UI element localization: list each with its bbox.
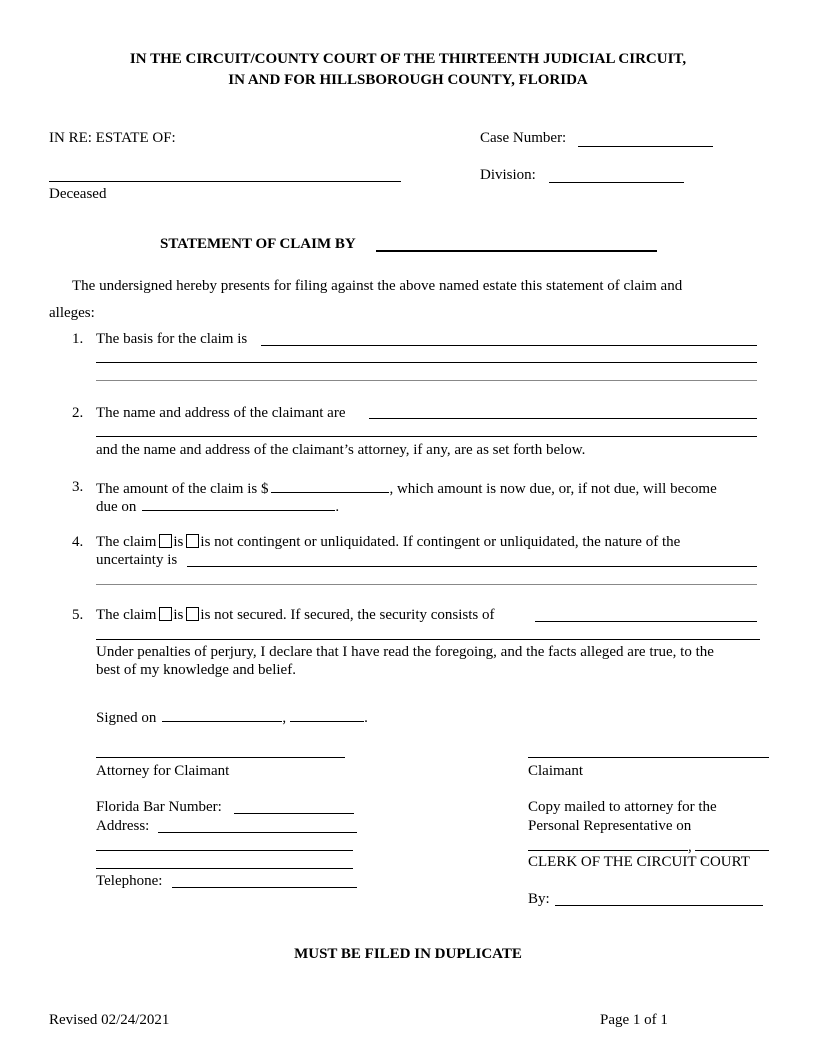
item4-number: 4. bbox=[72, 534, 84, 550]
division-label: Division: bbox=[480, 167, 536, 183]
attorney-label: Attorney for Claimant bbox=[96, 763, 230, 779]
copy-mailed-line1: Copy mailed to attorney for the bbox=[528, 799, 717, 815]
item3-line1 bbox=[96, 478, 717, 498]
item3-number: 3. bbox=[72, 479, 84, 495]
bar-number-line[interactable] bbox=[234, 813, 354, 814]
item1-line1[interactable] bbox=[261, 345, 757, 346]
claimant-label: Claimant bbox=[528, 763, 583, 779]
case-number-line[interactable] bbox=[578, 146, 713, 147]
item1-line2[interactable] bbox=[96, 362, 757, 363]
item5-number: 5. bbox=[72, 607, 84, 623]
perjury-line1: Under penalties of perjury, I declare that I have read the foregoing, and the facts alleged are true, to the bbox=[96, 644, 714, 660]
item2-number: 2. bbox=[72, 405, 84, 421]
signed-comma: , bbox=[282, 710, 287, 726]
decedent-name-line[interactable] bbox=[49, 181, 401, 182]
signed-on-row bbox=[96, 707, 368, 727]
case-number-label: Case Number: bbox=[480, 130, 567, 146]
item4-is-checkbox[interactable] bbox=[159, 534, 172, 548]
item4-text-b: is not contingent or unliquidated. If contingent or unliquidated, the nature of the bbox=[200, 534, 681, 550]
item4-is-not-checkbox[interactable] bbox=[186, 534, 199, 548]
item5-is-not-checkbox[interactable] bbox=[186, 607, 199, 621]
court-header-line2: IN AND FOR HILLSBOROUGH COUNTY, FLORIDA bbox=[228, 72, 588, 88]
item3-text-a: The amount of the claim is $ bbox=[96, 481, 269, 497]
item2-line2[interactable] bbox=[96, 436, 757, 437]
telephone-label: Telephone: bbox=[96, 873, 163, 889]
signed-period: . bbox=[364, 710, 368, 726]
claimant-signature-line[interactable] bbox=[528, 757, 769, 758]
bar-number-label: Florida Bar Number: bbox=[96, 799, 222, 815]
item5-line1 bbox=[96, 606, 495, 624]
item2-line1[interactable] bbox=[369, 418, 757, 419]
intro-line2: alleges: bbox=[49, 305, 95, 321]
signed-year-line[interactable] bbox=[290, 707, 364, 722]
telephone-line[interactable] bbox=[172, 887, 357, 888]
address-line1[interactable] bbox=[158, 832, 357, 833]
revision-date: Revised 02/24/2021 bbox=[49, 1012, 170, 1028]
perjury-line2: best of my knowledge and belief. bbox=[96, 662, 296, 678]
mailed-year-line[interactable] bbox=[695, 836, 769, 851]
item1-line3[interactable] bbox=[96, 380, 757, 381]
deceased-label: Deceased bbox=[49, 186, 107, 202]
item4-line1 bbox=[96, 533, 680, 551]
clerk-by-label: By: bbox=[528, 891, 550, 907]
clerk-by-line[interactable] bbox=[555, 905, 763, 906]
intro-line1: The undersigned hereby presents for filing against the above named estate this statement of claim and bbox=[72, 278, 683, 294]
item5-is-checkbox[interactable] bbox=[159, 607, 172, 621]
item3-text-c: due on bbox=[96, 499, 137, 515]
address-line3[interactable] bbox=[96, 868, 353, 869]
item3-line2 bbox=[96, 496, 339, 516]
signed-on-label: Signed on bbox=[96, 710, 157, 726]
item5-is-label: is bbox=[173, 607, 184, 623]
copy-mailed-line2: Personal Representative on bbox=[528, 818, 692, 834]
item5-security-line2[interactable] bbox=[96, 639, 760, 640]
mailed-date-line[interactable] bbox=[528, 836, 688, 851]
claim-amount-line[interactable] bbox=[271, 478, 389, 493]
item3-text-d: . bbox=[335, 499, 340, 515]
item5-text-a: The claim bbox=[96, 607, 157, 623]
item4-text-c: uncertainty is bbox=[96, 552, 178, 568]
item5-text-b: is not secured. If secured, the security consists of bbox=[200, 607, 495, 623]
division-line[interactable] bbox=[549, 182, 684, 183]
item4-is-label: is bbox=[173, 534, 184, 550]
court-header-line1: IN THE CIRCUIT/COUNTY COURT OF THE THIRTEENTH JUDICIAL CIRCUIT, bbox=[129, 51, 687, 67]
item4-text-a: The claim bbox=[96, 534, 157, 550]
page-number: Page 1 of 1 bbox=[600, 1012, 668, 1028]
address-line2[interactable] bbox=[96, 850, 353, 851]
item4-uncertainty-line2[interactable] bbox=[96, 584, 757, 585]
item4-uncertainty-line1[interactable] bbox=[187, 566, 757, 567]
attorney-signature-line[interactable] bbox=[96, 757, 345, 758]
statement-title: STATEMENT OF CLAIM BY bbox=[160, 236, 356, 252]
item2-text: The name and address of the claimant are bbox=[96, 405, 346, 421]
filing-notice: MUST BE FILED IN DUPLICATE bbox=[294, 946, 522, 962]
item3-text-b: , which amount is now due, or, if not due, will become bbox=[389, 481, 717, 497]
item5-security-line1[interactable] bbox=[535, 621, 757, 622]
clerk-label: CLERK OF THE CIRCUIT COURT bbox=[528, 854, 750, 870]
estate-label: IN RE: ESTATE OF: bbox=[49, 130, 176, 146]
signed-date-line[interactable] bbox=[162, 707, 282, 722]
item2-text2: and the name and address of the claimant’s attorney, if any, are as set forth below. bbox=[96, 442, 586, 458]
item1-number: 1. bbox=[72, 331, 84, 347]
item1-text: The basis for the claim is bbox=[96, 331, 248, 347]
address-label: Address: bbox=[96, 818, 150, 834]
claimant-title-line[interactable] bbox=[376, 250, 657, 252]
due-date-line[interactable] bbox=[142, 496, 335, 511]
mailed-comma: , bbox=[688, 839, 692, 855]
